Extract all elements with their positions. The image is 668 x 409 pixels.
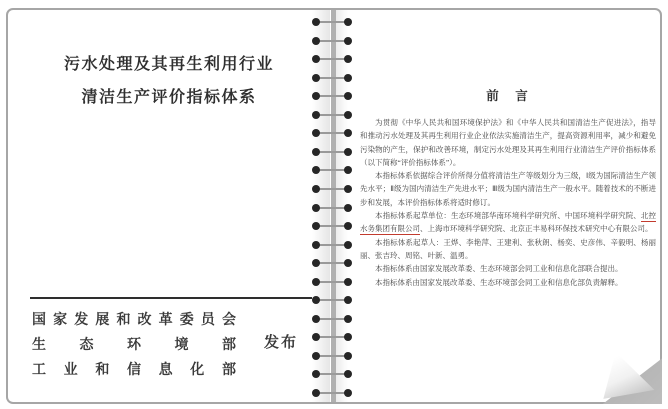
preface-body [360,116,656,289]
preface-paragraph-proposed-by: 本指标体系由国家发展改革委、生态环境部会同工业和信息化部联合提出。 [375,264,623,274]
issuer-char: 环 [127,336,141,352]
issuer-char: 会 [221,311,236,327]
preface-paragraph-grades: 本指标体系依据综合评价所得分值将清洁生产等级划分为三级，Ⅰ级为国际清洁生产领先水平；Ⅱ级为国内清洁生产先进水平；Ⅲ级为国内清洁生产一般水平。随着技术的不断进步和发展，本评价指标体系将适时修订。 [360,171,656,207]
issuer-char: 和 [95,361,110,377]
issuer-char: 委 [179,311,194,327]
preface-paragraph-purpose: 为贯彻《中华人民共和国环境保护法》和《中华人民共和国清洁生产促进法》，指导和推动污水处理及其再生利用行业企业依法实施清洁生产，提高资源利用率，减少和避免污染物的产生，保护和改善环境，制定污水处理及其再生利用行业清洁生产评价指标体系（以下简称“评价指标体系”）。 [360,118,656,167]
issuer-char: 业 [63,361,78,377]
highlighted-company: 北控水务集团有限公司 [360,211,657,234]
preface-heading: 前 言 [486,89,530,103]
issuer-char: 生 [32,336,46,352]
issuer-char: 改 [137,311,152,327]
document-title [8,48,330,114]
issuer-char: 和 [116,311,131,327]
issuer-char: 员 [200,311,215,327]
issuer-char: 态 [79,336,94,352]
issuer-char: 信 [126,361,141,377]
doc-title-line1: 污水处理及其再生利用行业 [63,56,274,73]
issuer-ndrc [32,307,236,332]
page-curl [586,328,662,404]
issuer-char: 发 [74,311,89,327]
issuing-agencies [32,307,304,382]
doc-title-line2: 清洁生产评价指标体系 [81,89,257,106]
left-page-spine-shadow [312,10,330,402]
spine-bar [331,10,336,402]
preface-paragraph-drafters: 本指标体系起草人：王烨、李艳萍、王建利、张秋朗、杨奕、史彦伟、辛毅明、杨丽丽、张吉玲、周铭、叶新、温勇。 [360,237,656,260]
issue-label: 发布 [264,334,299,351]
issuer-char: 家 [53,311,68,327]
cover-page [8,10,330,402]
drafting-units-text-cont: 、上海市环境科学研究院、北京正丰易科环保技术研究中心有限公司。 [420,224,653,234]
preface-paragraph-drafting-units [360,209,656,236]
issuer-char: 展 [95,311,110,327]
issuer-char: 部 [221,361,236,377]
book-spread [6,8,662,404]
issuer-mee [32,332,236,357]
divider-line [30,297,312,299]
issuer-char: 境 [174,336,189,352]
issuer-miit [32,357,236,382]
issuer-char: 革 [158,311,173,327]
drafting-units-text: 本指标体系起草单位：生态环境部华南环境科学研究所、中国环境科学研究院、 [375,211,641,221]
issuer-char: 化 [190,361,205,377]
issuer-char: 息 [158,361,173,377]
issuer-char: 国 [32,311,46,327]
issuer-list [32,307,236,382]
issuer-char: 工 [32,361,46,377]
issuer-char: 部 [222,336,236,352]
right-page-spine-shadow [336,10,348,402]
preface-paragraph-interpreted-by: 本指标体系由国家发展改革委、生态环境部会同工业和信息化部负责解释。 [375,277,623,287]
